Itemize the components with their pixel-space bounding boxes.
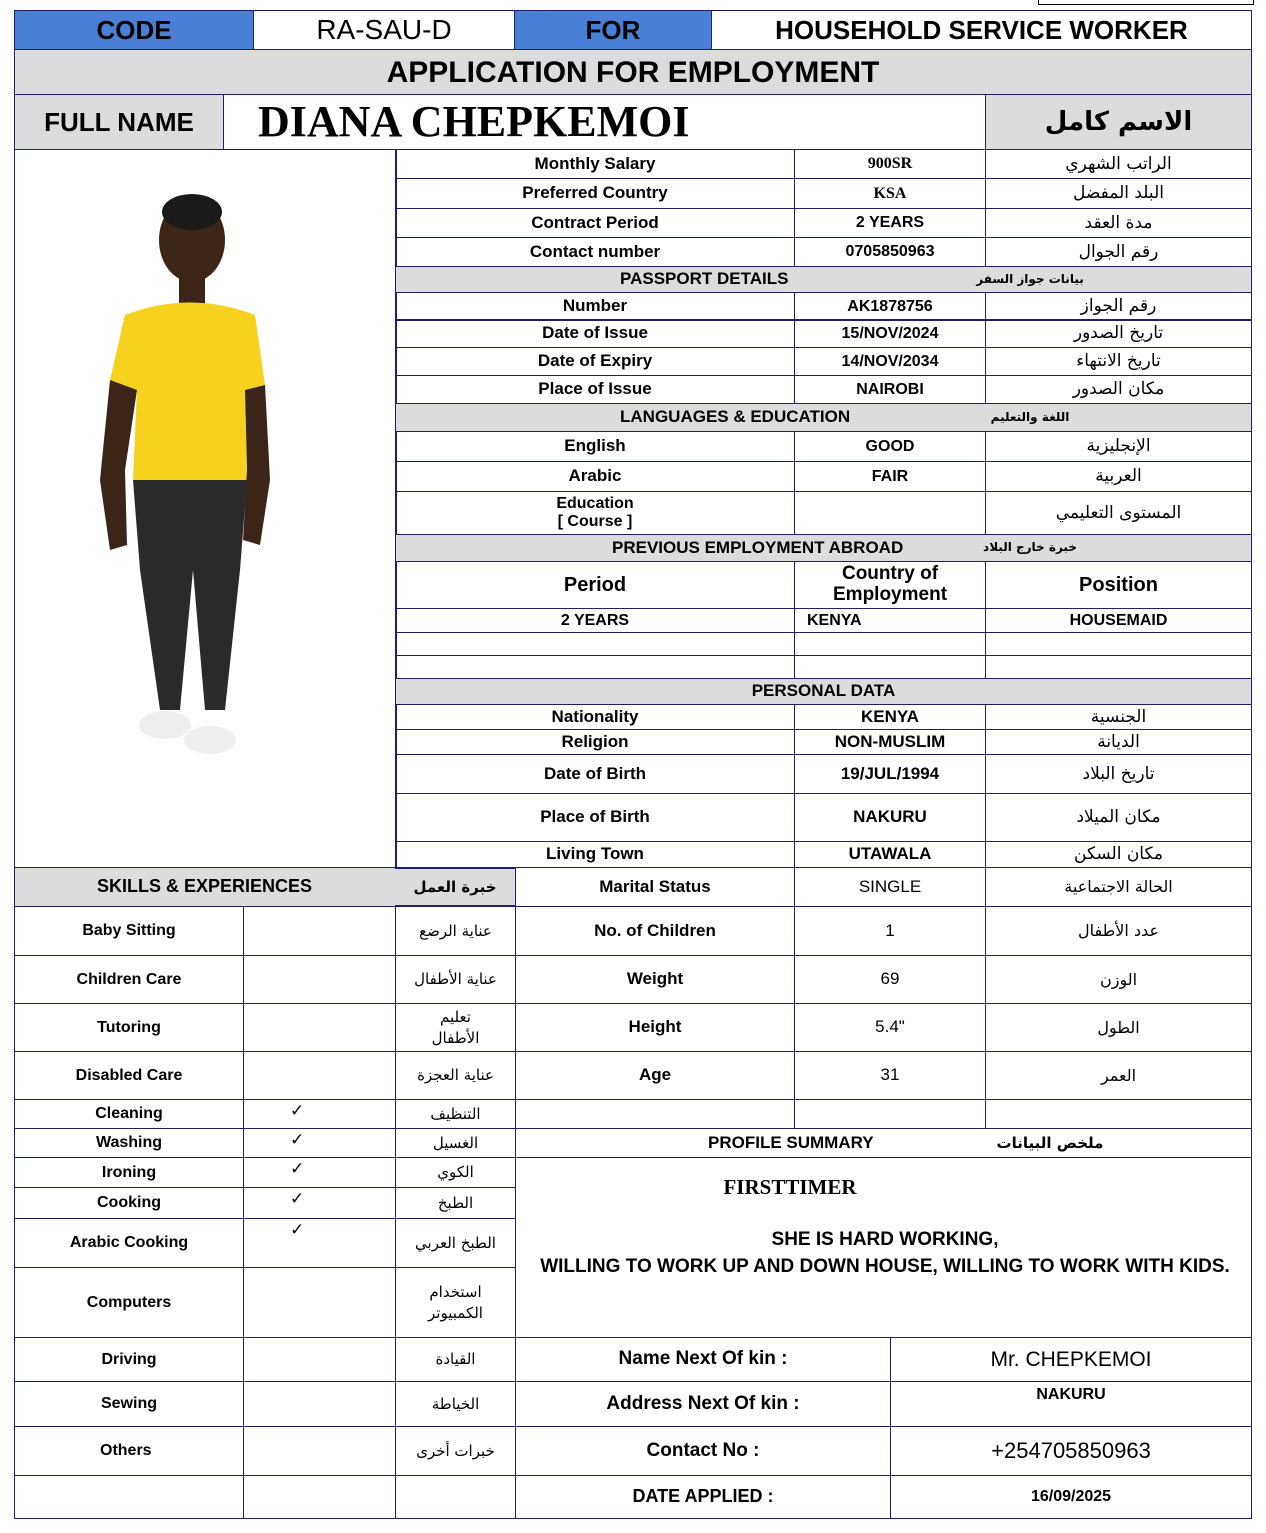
full-name-label: FULL NAME xyxy=(14,94,224,150)
personal-1-value: KENYA xyxy=(794,704,986,730)
skill-11-check xyxy=(243,1337,396,1382)
skill-10-label: Computers xyxy=(14,1267,244,1338)
skills-title-en: SKILLS & EXPERIENCES xyxy=(97,876,313,897)
languages-title-ar: اللغة والتعليم xyxy=(990,409,1070,424)
skill-9-label: Arabic Cooking xyxy=(14,1218,244,1268)
passport-3-label: Date of Expiry xyxy=(395,347,795,376)
personal-3-label: Date of Birth xyxy=(395,754,795,794)
personal-5-value: UTAWALA xyxy=(794,841,986,868)
skill-2-label: Children Care xyxy=(14,955,244,1004)
languages-title: LANGUAGES & EDUCATION xyxy=(620,407,851,427)
kin-address-label: Address Next Of kin : xyxy=(515,1381,891,1427)
personal-1-label-ar: الجنسية xyxy=(985,704,1252,730)
info-2-label: Preferred Country xyxy=(395,178,795,209)
prev-position-3 xyxy=(985,655,1252,679)
info-1-label: Monthly Salary xyxy=(395,149,795,179)
personal-4-label-ar: مكان الميلاد xyxy=(985,793,1252,842)
personal-8-value: 69 xyxy=(794,955,986,1004)
skill-12-label: Sewing xyxy=(14,1381,244,1427)
skill-1-check xyxy=(243,906,396,956)
education-label-text: Education xyxy=(556,495,634,513)
passport-4-value: NAIROBI xyxy=(794,375,986,404)
skill-4-label-ar: عناية العجزة xyxy=(395,1051,516,1100)
photo-frame xyxy=(14,149,397,868)
personal-2-value: NON-MUSLIM xyxy=(794,729,986,755)
passport-title-ar: بيانات جواز السفر xyxy=(976,271,1084,286)
personal-3-label-ar: تاريخ البلاد xyxy=(985,754,1252,794)
lang-arabic-value: FAIR xyxy=(794,461,986,492)
passport-header xyxy=(395,266,1252,293)
skill-10-label-ar: استخدام الكمبيوتر xyxy=(395,1267,516,1338)
personal-9-label-ar: الطول xyxy=(985,1003,1252,1052)
skill-1-label-ar: عناية الرضع xyxy=(395,906,516,956)
skill-7-check: ✓ xyxy=(243,1157,396,1188)
personal-8-label-ar: الوزن xyxy=(985,955,1252,1004)
blank-2 xyxy=(794,1099,986,1129)
personal-2-label-ar: الديانة xyxy=(985,729,1252,755)
lang-arabic-label-ar: العربية xyxy=(985,461,1252,492)
full-name-label-ar: الاسم كامل xyxy=(985,94,1252,150)
passport-title: PASSPORT DETAILS xyxy=(620,269,789,289)
skills-title xyxy=(14,867,397,907)
corner-box xyxy=(1038,0,1254,5)
languages-header xyxy=(395,403,1252,432)
skill-blank-2 xyxy=(243,1475,396,1519)
skill-8-label: Cooking xyxy=(14,1187,244,1219)
passport-2-value: 15/NOV/2024 xyxy=(794,319,986,348)
applicant-photo xyxy=(15,150,397,868)
personal-7-label: No. of Children xyxy=(515,906,795,956)
summary-line2: SHE IS HARD WORKING, xyxy=(771,1228,999,1250)
education-label-ar: المستوى التعليمي xyxy=(985,491,1252,535)
prev-country-3 xyxy=(794,655,986,679)
code-label: CODE xyxy=(14,10,254,50)
skill-6-label-ar: الغسيل xyxy=(395,1128,516,1158)
lang-arabic-label: Arabic xyxy=(395,461,795,492)
skill-10-check xyxy=(243,1267,396,1338)
education-label xyxy=(395,491,795,535)
date-applied-label: DATE APPLIED : xyxy=(515,1475,891,1519)
info-1-label-ar: الراتب الشهري xyxy=(985,149,1252,179)
skill-12-label-ar: الخياطة xyxy=(395,1381,516,1427)
kin-address-value: NAKURU xyxy=(890,1381,1252,1427)
personal-8-label: Weight xyxy=(515,955,795,1004)
personal-2-label: Religion xyxy=(395,729,795,755)
personal-10-value: 31 xyxy=(794,1051,986,1100)
full-name-value: DIANA CHEPKEMOI xyxy=(223,94,986,150)
skill-7-label-ar: الكوي xyxy=(395,1157,516,1188)
previous-title-ar: خبرة خارج البلاد xyxy=(983,540,1077,555)
info-2-value: KSA xyxy=(794,178,986,209)
personal-9-value: 5.4" xyxy=(794,1003,986,1052)
personal-9-label: Height xyxy=(515,1003,795,1052)
personal-6-value: SINGLE xyxy=(794,867,986,907)
skill-2-check xyxy=(243,955,396,1004)
previous-title: PREVIOUS EMPLOYMENT ABROAD xyxy=(612,537,904,557)
skill-5-label: Cleaning xyxy=(14,1099,244,1129)
skill-2-label-ar: عناية الأطفال xyxy=(395,955,516,1004)
lang-english-value: GOOD xyxy=(794,431,986,462)
info-3-label: Contract Period xyxy=(395,208,795,238)
personal-6-label: Marital Status xyxy=(515,867,795,907)
education-sub: [ Course ] xyxy=(557,513,633,530)
education-value xyxy=(794,491,986,535)
personal-7-value: 1 xyxy=(794,906,986,956)
info-4-label: Contact number xyxy=(395,237,795,267)
skill-7-label: Ironing xyxy=(14,1157,244,1188)
code-value: RA-SAU-D xyxy=(253,10,515,50)
personal-5-label: Living Town xyxy=(395,841,795,868)
skill-6-check: ✓ xyxy=(243,1128,396,1158)
skill-3-label: Tutoring xyxy=(14,1003,244,1052)
personal-4-label: Place of Birth xyxy=(395,793,795,842)
info-3-label-ar: مدة العقد xyxy=(985,208,1252,238)
info-2-label-ar: البلد المفضل xyxy=(985,178,1252,209)
page-title: APPLICATION FOR EMPLOYMENT xyxy=(14,49,1252,95)
kin-name-label: Name Next Of kin : xyxy=(515,1337,891,1382)
summary-line3: WILLING TO WORK UP AND DOWN HOUSE, WILLING TO WORK WITH KIDS. xyxy=(540,1255,1230,1277)
skill-5-label-ar: التنظيف xyxy=(395,1099,516,1129)
prev-period-2 xyxy=(395,632,795,656)
blank-1 xyxy=(515,1099,795,1129)
summary-title xyxy=(515,1128,1252,1158)
personal-1-label: Nationality xyxy=(395,704,795,730)
skill-8-check: ✓ xyxy=(243,1187,396,1219)
info-4-label-ar: رقم الجوال xyxy=(985,237,1252,267)
col-country: Country of Employment xyxy=(794,561,986,609)
skill-3-check xyxy=(243,1003,396,1052)
prev-period-3 xyxy=(395,655,795,679)
prev-position-1: HOUSEMAID xyxy=(985,608,1252,633)
previous-header xyxy=(395,534,1252,562)
passport-4-label: Place of Issue xyxy=(395,375,795,404)
skill-6-label: Washing xyxy=(14,1128,244,1158)
kin-contact-value: +254705850963 xyxy=(890,1426,1252,1476)
passport-2-label-ar: تاريخ الصدور xyxy=(985,319,1252,348)
col-period: Period xyxy=(395,561,795,609)
personal-7-label-ar: عدد الأطفال xyxy=(985,906,1252,956)
passport-4-label-ar: مكان الصدور xyxy=(985,375,1252,404)
kin-name-value: Mr. CHEPKEMOI xyxy=(890,1337,1252,1382)
personal-10-label-ar: العمر xyxy=(985,1051,1252,1100)
lang-english-label-ar: الإنجليزية xyxy=(985,431,1252,462)
lang-english-label: English xyxy=(395,431,795,462)
skills-title-ar: خبرة العمل xyxy=(395,868,515,906)
skill-13-label: Others xyxy=(14,1426,244,1476)
passport-1-label-ar: رقم الجواز xyxy=(985,292,1252,321)
passport-3-label-ar: تاريخ الانتهاء xyxy=(985,347,1252,376)
passport-1-value: AK1878756 xyxy=(794,292,986,321)
prev-position-2 xyxy=(985,632,1252,656)
passport-1-label: Number xyxy=(395,292,795,321)
date-applied-value: 16/09/2025 xyxy=(890,1475,1252,1519)
skill-13-check xyxy=(243,1426,396,1476)
skill-4-label: Disabled Care xyxy=(14,1051,244,1100)
skill-9-label-ar: الطبخ العربي xyxy=(395,1218,516,1268)
info-3-value: 2 YEARS xyxy=(794,208,986,238)
summary-line1: FIRSTTIMER xyxy=(723,1175,857,1200)
skill-5-check: ✓ xyxy=(243,1099,396,1129)
prev-country-2 xyxy=(794,632,986,656)
info-4-value: 0705850963 xyxy=(794,237,986,267)
skill-3-label-ar: تعليم الأطفال xyxy=(395,1003,516,1052)
skill-12-check xyxy=(243,1381,396,1427)
blank-3 xyxy=(985,1099,1252,1129)
prev-country-1: KENYA xyxy=(794,608,986,633)
summary-title-ar: ملخص البيانات xyxy=(996,1133,1104,1152)
skill-9-check: ✓ xyxy=(243,1218,396,1268)
skill-8-label-ar: الطبخ xyxy=(395,1187,516,1219)
skill-1-label: Baby Sitting xyxy=(14,906,244,956)
skill-11-label-ar: القيادة xyxy=(395,1337,516,1382)
col-position: Position xyxy=(985,561,1252,609)
skill-blank-1 xyxy=(14,1475,244,1519)
summary-title-en: PROFILE SUMMARY xyxy=(708,1132,874,1152)
passport-2-label: Date of Issue xyxy=(395,319,795,348)
skill-11-label: Driving xyxy=(14,1337,244,1382)
personal-6-label-ar: الحالة الاجتماعية xyxy=(985,867,1252,907)
personal-10-label: Age xyxy=(515,1051,795,1100)
for-label: FOR xyxy=(514,10,712,50)
kin-contact-label: Contact No : xyxy=(515,1426,891,1476)
personal-4-value: NAKURU xyxy=(794,793,986,842)
skill-13-label-ar: خبرات أخرى xyxy=(395,1426,516,1476)
prev-period-1: 2 YEARS xyxy=(395,608,795,633)
skill-4-check xyxy=(243,1051,396,1100)
personal-header: PERSONAL DATA xyxy=(395,678,1252,705)
personal-3-value: 19/JUL/1994 xyxy=(794,754,986,794)
skill-blank-3 xyxy=(395,1475,516,1519)
passport-3-value: 14/NOV/2034 xyxy=(794,347,986,376)
personal-5-label-ar: مكان السكن xyxy=(985,841,1252,868)
info-1-value: 900SR xyxy=(794,149,986,179)
for-value: HOUSEHOLD SERVICE WORKER xyxy=(711,10,1252,50)
